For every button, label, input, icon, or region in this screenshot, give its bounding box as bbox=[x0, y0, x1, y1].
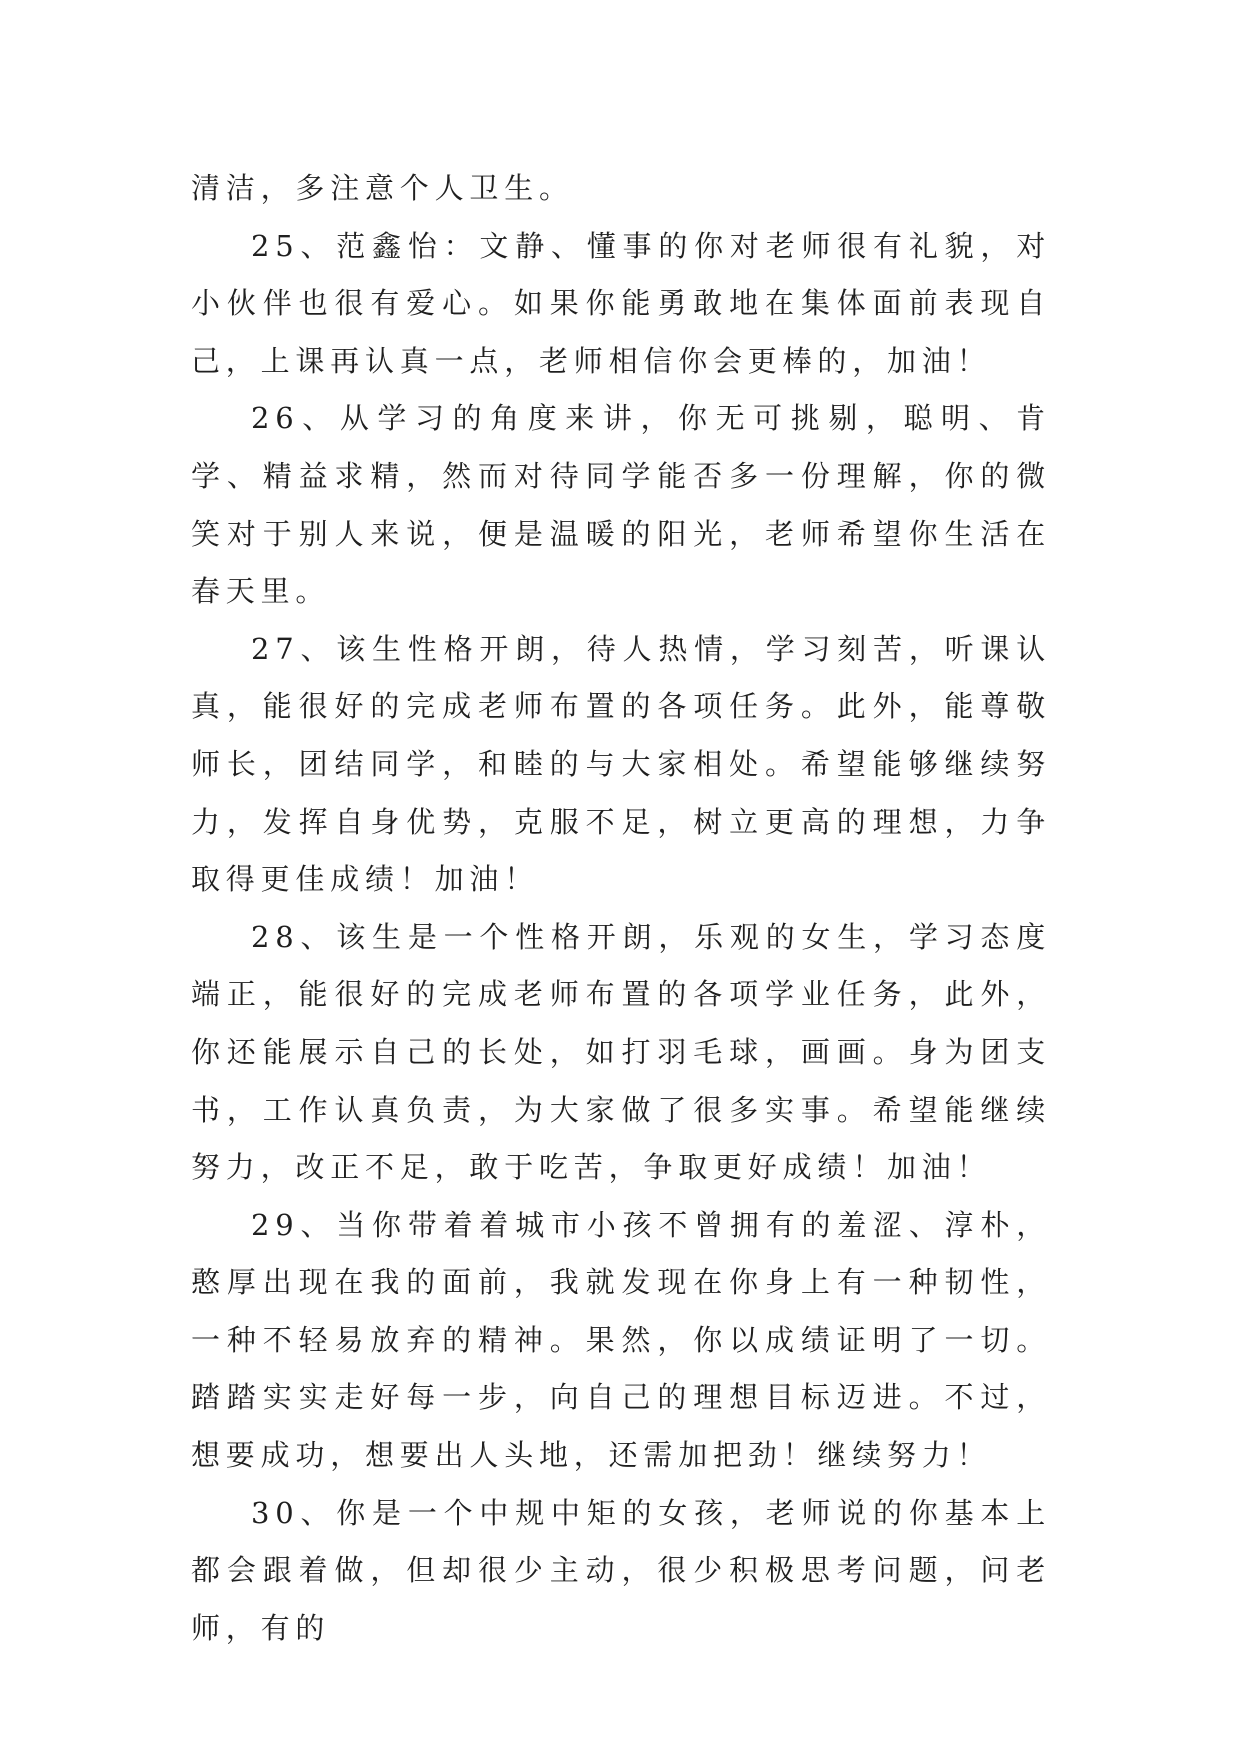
paragraph-comment-29: 29、当你带着着城市小孩不曾拥有的羞涩、淳朴，憨厚出现在我的面前，我就发现在你身上有一种韧性，一种不轻易放弃的精神。果然，你以成绩证明了一切。踏踏实实走好每一步，向自己的理想目标迈进。不过，想要成功，想要出人头地，还需加把劲！继续努力！ bbox=[191, 1207, 1051, 1473]
paragraph-comment-25: 25、范鑫怡：文静、懂事的你对老师很有礼貌，对小伙伴也很有爱心。如果你能勇敢地在集体面前表现自己，上课再认真一点，老师相信你会更棒的，加油！ bbox=[191, 228, 1051, 378]
paragraph-continuation: 清洁，多注意个人卫生。 bbox=[191, 171, 574, 205]
paragraph-comment-30: 30、你是一个中规中矩的女孩，老师说的你基本上都会跟着做，但却很少主动，很少积极思考问题，问老师，有的 bbox=[191, 1495, 1051, 1645]
paragraph-comment-28: 28、该生是一个性格开朗，乐观的女生，学习态度端正，能很好的完成老师布置的各项学业任务，此外，你还能展示自己的长处，如打羽毛球，画画。身为团支书，工作认真负责，为大家做了很多实事。希望能继续努力，改正不足，敢于吃苦，争取更好成绩！加油！ bbox=[191, 919, 1051, 1185]
paragraph-comment-26: 26、从学习的角度来讲，你无可挑剔，聪明、肯学、精益求精，然而对待同学能否多一份理解，你的微笑对于别人来说，便是温暖的阳光，老师希望你生活在春天里。 bbox=[191, 401, 1051, 609]
document-body bbox=[191, 160, 1051, 1657]
paragraph-comment-27: 27、该生性格开朗，待人热情，学习刻苦，听课认真，能很好的完成老师布置的各项任务。此外，能尊敬师长，团结同学，和睦的与大家相处。希望能够继续努力，发挥自身优势，克服不足，树立更高的理想，力争取得更佳成绩！加油！ bbox=[191, 631, 1051, 897]
